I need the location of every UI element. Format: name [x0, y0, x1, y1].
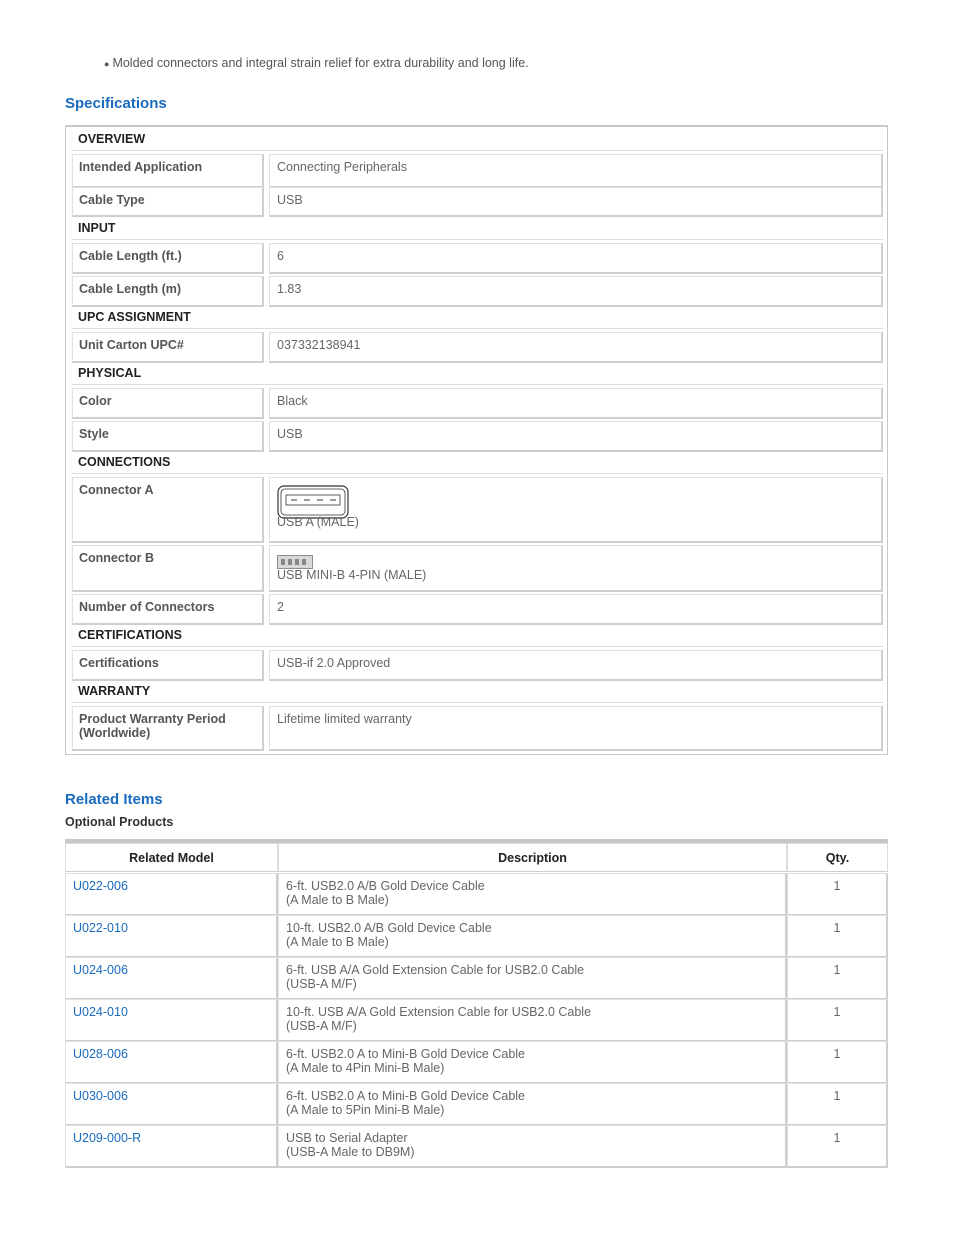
spec-label: Cable Length (m): [72, 276, 264, 307]
related-qty: 1: [787, 957, 888, 1000]
description-line-1: 10-ft. USB A/A Gold Extension Cable for USB2.0 Cable: [286, 1005, 592, 1019]
related-qty: 1: [787, 873, 888, 916]
spec-label: Number of Connectors: [72, 594, 264, 625]
description-line-1: 10-ft. USB2.0 A/B Gold Device Cable: [286, 921, 492, 935]
spec-value: 6: [269, 243, 883, 274]
description-line-2: (A Male to 5Pin Mini-B Male): [286, 1103, 445, 1117]
related-items-table: [65, 839, 888, 1168]
spec-heading-certifications: CERTIFICATIONS: [72, 623, 883, 647]
related-description: [278, 1125, 787, 1168]
spec-row-certifications: [72, 650, 883, 681]
related-description: [278, 957, 787, 1000]
spec-label: Connector A: [72, 477, 264, 543]
spec-row-cable-length-ft: [72, 243, 883, 274]
spec-heading-upc: UPC ASSIGNMENT: [72, 305, 883, 329]
spec-label: Intended Application: [72, 154, 264, 188]
related-description: [278, 1041, 787, 1084]
usb-a-connector-icon: [277, 485, 349, 519]
description-line-1: 6-ft. USB2.0 A to Mini-B Gold Device Cable: [286, 1047, 525, 1061]
related-description: [278, 915, 787, 958]
related-description: [278, 1083, 787, 1126]
description-line-2: (A Male to B Male): [286, 893, 389, 907]
specifications-title: Specifications: [65, 95, 167, 112]
description-line-1: 6-ft. USB A/A Gold Extension Cable for USB2.0 Cable: [286, 963, 585, 977]
spec-label: Style: [72, 421, 264, 452]
related-qty: 1: [787, 915, 888, 958]
bullet-icon: ●: [104, 58, 110, 69]
related-model-link[interactable]: U024-006: [65, 957, 278, 1000]
spec-value: 037332138941: [269, 332, 883, 363]
description-line-1: 6-ft. USB2.0 A/B Gold Device Cable: [286, 879, 485, 893]
spec-label: Cable Type: [72, 187, 264, 217]
spec-heading-warranty: WARRANTY: [72, 679, 883, 703]
spec-heading-input: INPUT: [72, 216, 883, 240]
spec-value: USB-if 2.0 Approved: [269, 650, 883, 681]
spec-row-connector-b: [72, 545, 883, 592]
spec-row-number-of-connectors: [72, 594, 883, 625]
spec-value: Connecting Peripherals: [269, 154, 883, 188]
spec-heading-connections: CONNECTIONS: [72, 450, 883, 474]
description-line-2: (A Male to 4Pin Mini-B Male): [286, 1061, 445, 1075]
spec-label: Product Warranty Period (Worldwide): [72, 706, 264, 751]
related-items-title: Related Items: [65, 791, 163, 808]
related-model-link[interactable]: U028-006: [65, 1041, 278, 1084]
spec-row-cable-length-m: [72, 276, 883, 307]
spec-row-connector-a: [72, 477, 883, 543]
usb-mini-b-connector-icon: [277, 555, 313, 569]
col-header-related-model: Related Model: [65, 843, 278, 872]
spec-value: Lifetime limited warranty: [269, 706, 883, 751]
spec-label: Unit Carton UPC#: [72, 332, 264, 363]
spec-value: [269, 545, 883, 592]
spec-value: USB: [269, 187, 883, 217]
spec-row-cable-type: [72, 187, 883, 217]
spec-heading-physical: PHYSICAL: [72, 361, 883, 385]
related-model-link[interactable]: U022-006: [65, 873, 278, 916]
spec-label: Certifications: [72, 650, 264, 681]
spec-row-intended-application: [72, 154, 883, 188]
related-description: [278, 999, 787, 1042]
spec-value: USB: [269, 421, 883, 452]
feature-bullet-text: Molded connectors and integral strain relief for extra durability and long life.: [112, 56, 529, 70]
spec-row-warranty-period: [72, 706, 883, 751]
description-line-1: USB to Serial Adapter: [286, 1131, 408, 1145]
spec-label: Connector B: [72, 545, 264, 592]
related-qty: 1: [787, 1083, 888, 1126]
col-header-qty: Qty.: [787, 843, 888, 872]
spec-row-color: [72, 388, 883, 419]
related-model-link[interactable]: U030-006: [65, 1083, 278, 1126]
description-line-2: (USB-A M/F): [286, 1019, 357, 1033]
spec-row-style: [72, 421, 883, 452]
spec-value: Black: [269, 388, 883, 419]
spec-value: 1.83: [269, 276, 883, 307]
feature-bullet: [104, 56, 529, 70]
description-line-2: (USB-A M/F): [286, 977, 357, 991]
optional-products-title: Optional Products: [65, 815, 174, 829]
description-line-1: 6-ft. USB2.0 A to Mini-B Gold Device Cable: [286, 1089, 525, 1103]
spec-label: Cable Length (ft.): [72, 243, 264, 274]
related-qty: 1: [787, 1041, 888, 1084]
spec-value: 2: [269, 594, 883, 625]
spec-value: [269, 477, 883, 543]
connector-b-value: USB MINI-B 4-PIN (MALE): [277, 568, 427, 582]
related-description: [278, 873, 787, 916]
related-qty: 1: [787, 1125, 888, 1168]
specifications-table: [65, 125, 888, 755]
spec-label: Color: [72, 388, 264, 419]
related-model-link[interactable]: U209-000-R: [65, 1125, 278, 1168]
spec-heading-overview: OVERVIEW: [72, 127, 883, 151]
description-line-2: (A Male to B Male): [286, 935, 389, 949]
related-model-link[interactable]: U022-010: [65, 915, 278, 958]
col-header-description: Description: [278, 843, 787, 872]
description-line-2: (USB-A Male to DB9M): [286, 1145, 415, 1159]
related-qty: 1: [787, 999, 888, 1042]
connector-a-value: USB A (MALE): [277, 515, 359, 529]
related-model-link[interactable]: U024-010: [65, 999, 278, 1042]
spec-row-unit-carton-upc: [72, 332, 883, 363]
